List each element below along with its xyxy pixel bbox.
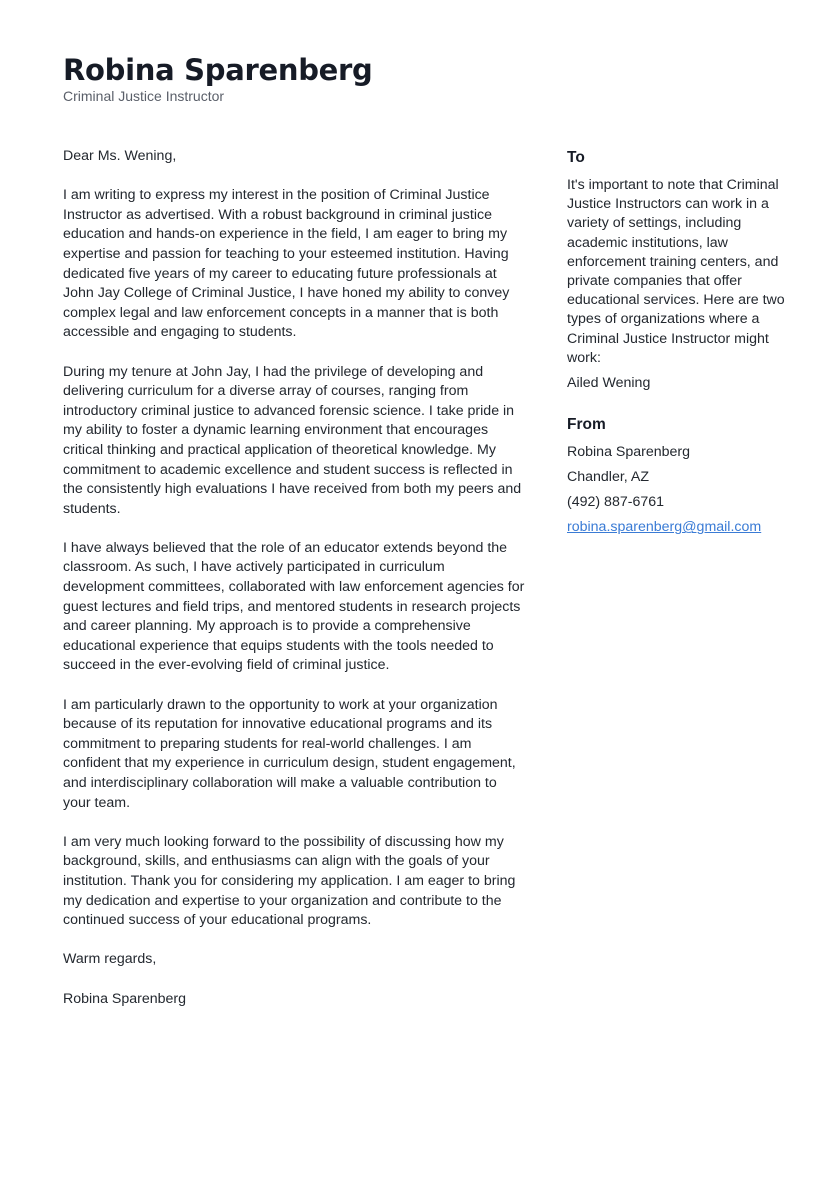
sidebar <box>567 148 789 543</box>
email-link[interactable]: robina.sparenberg@gmail.com <box>567 519 762 536</box>
to-block <box>567 148 789 393</box>
paragraph-2: During my tenure at John Jay, I had the privilege of developing and delivering curriculum for a diverse array of courses, ranging from introductory criminal justice to advanced forensic science. I take pride in my ability to foster a dynamic learning environment that encourages critical thinking and practical application of theoretical knowledge. My commitment to academic excellence and student success is reflected in the consistently high evaluations I have received from both my peers and students. <box>63 363 522 517</box>
paragraph-3: I have always believed that the role of an educator extends beyond the classroom. As such, I have actively participated in curriculum development committees, collaborated with law enforcement agencies for guest lectures and field trips, and mentored students in research projects and career planning. My approach is to provide a comprehensive educational experience that equips students with the tools needed to succeed in the ever-evolving field of criminal justice. <box>63 539 525 674</box>
sender-name: Robina Sparenberg <box>63 53 373 87</box>
sender-role: Criminal Justice Instructor <box>63 88 225 104</box>
from-phone: (492) 887-6761 <box>567 494 665 511</box>
from-heading: From <box>567 416 606 434</box>
signature: Robina Sparenberg <box>63 990 187 1007</box>
salutation: Dear Ms. Wening, <box>63 148 177 164</box>
from-block <box>567 415 789 537</box>
to-note: It's important to note that Criminal Justice Instructors can work in a variety of settings, including academic institutions, law enforcement training centers, and private companies that offer educational services. Here are two types of organizations where a Criminal Justice Instructor might work: <box>567 177 785 366</box>
from-name: Robina Sparenberg <box>567 444 691 461</box>
to-heading: To <box>567 149 585 166</box>
recipient-name: Ailed Wening <box>567 375 651 392</box>
letter-header <box>63 52 372 105</box>
from-location: Chandler, AZ <box>567 469 650 486</box>
closing: Warm regards, <box>63 951 157 968</box>
paragraph-1: I am writing to express my interest in the position of Criminal Justice Instructor as advertised. With a robust background in criminal justice education and hands-on experience in the field, I am eager to bring my expertise and passion for teaching to your esteemed institution. Having dedicated five years of my career to educating future professionals at John Jay College of Criminal Justice, I have honed my ability to convey complex legal and law enforcement concepts in a manner that is both accessible and engaging to students. <box>63 187 510 341</box>
letter-body <box>63 147 525 1029</box>
paragraph-4: I am particularly drawn to the opportunity to work at your organization because of its reputation for innovative educational programs and its commitment to preparing students for real-world challenges. I am confident that my experience in curriculum design, student engagement, and interdisciplinary collaboration will make a valuable contribution to your team. <box>63 696 516 811</box>
paragraph-5: I am very much looking forward to the possibility of discussing how my background, skills, and enthusiasms can align with the goals of your institution. Thank you for considering my application. I am eager to bring my dedication and expertise to your organization and contribute to the continued success of your educational programs. <box>63 833 516 929</box>
